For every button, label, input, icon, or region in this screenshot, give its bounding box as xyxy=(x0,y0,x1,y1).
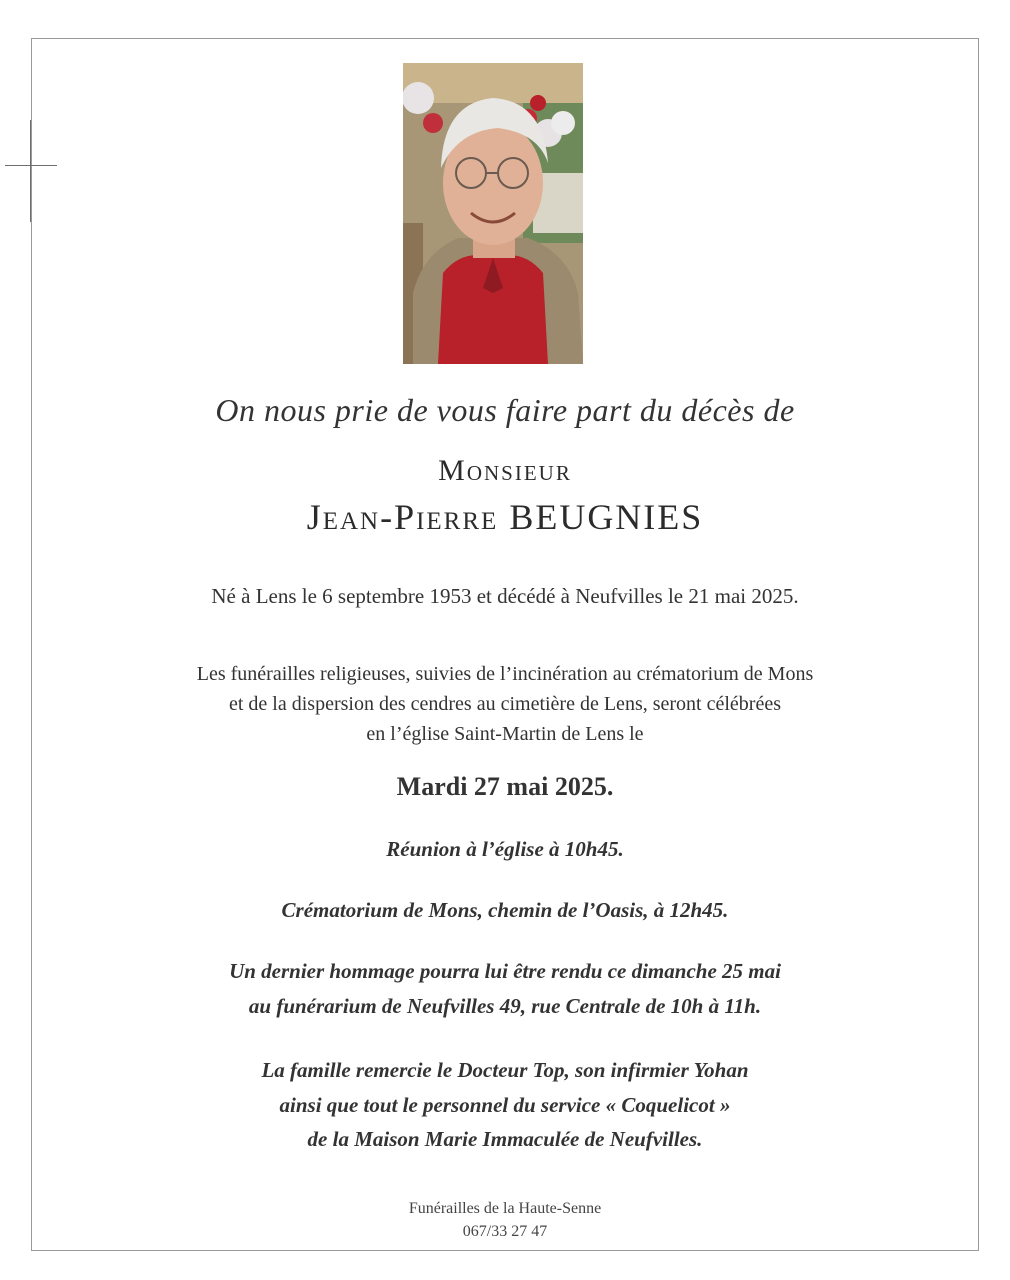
homage-line: au funérarium de Neufvilles 49, rue Centrale de 10h à 11h. xyxy=(248,994,762,1018)
thanks-line: La famille remercie le Docteur Top, son infirmier Yohan xyxy=(261,1058,749,1082)
deceased-name xyxy=(31,496,979,538)
funeral-date: Mardi 27 mai 2025. xyxy=(396,772,614,801)
funeral-company: Funérailles de la Haute-Senne xyxy=(408,1200,602,1217)
funeral-line: en l’église Saint-Martin de Lens le xyxy=(366,723,644,745)
portrait-illustration xyxy=(403,63,583,364)
deceased-last-name: BEUGNIES xyxy=(509,497,704,537)
deceased-title: Monsieur xyxy=(438,454,572,487)
cross-vertical-bar xyxy=(30,120,31,222)
birth-death-line: Né à Lens le 6 septembre 1953 et décédé à Neufvilles le 21 mai 2025. xyxy=(211,584,799,608)
funeral-line: et de la dispersion des cendres au cimetière de Lens, seront célébrées xyxy=(229,693,781,715)
homage-line: Un dernier hommage pourra lui être rendu ce dimanche 25 mai xyxy=(229,959,781,983)
thanks-line: ainsi que tout le personnel du service « Coquelicot » xyxy=(279,1093,731,1117)
church-meeting: Réunion à l’église à 10h45. xyxy=(386,837,624,861)
deceased-first-name: Jean-Pierre xyxy=(306,497,499,537)
cross-horizontal-bar xyxy=(5,165,57,166)
crematorium-time: Crématorium de Mons, chemin de l’Oasis, à 12h45. xyxy=(281,898,729,922)
thanks-line: de la Maison Marie Immaculée de Neufvilles. xyxy=(307,1127,703,1151)
funeral-company-phone: 067/33 27 47 xyxy=(462,1223,548,1240)
funeral-line: Les funérailles religieuses, suivies de l’incinération au crématorium de Mons xyxy=(196,663,814,685)
portrait-photo xyxy=(403,63,583,364)
intro-text: On nous prie de vous faire part du décès de xyxy=(215,392,795,428)
